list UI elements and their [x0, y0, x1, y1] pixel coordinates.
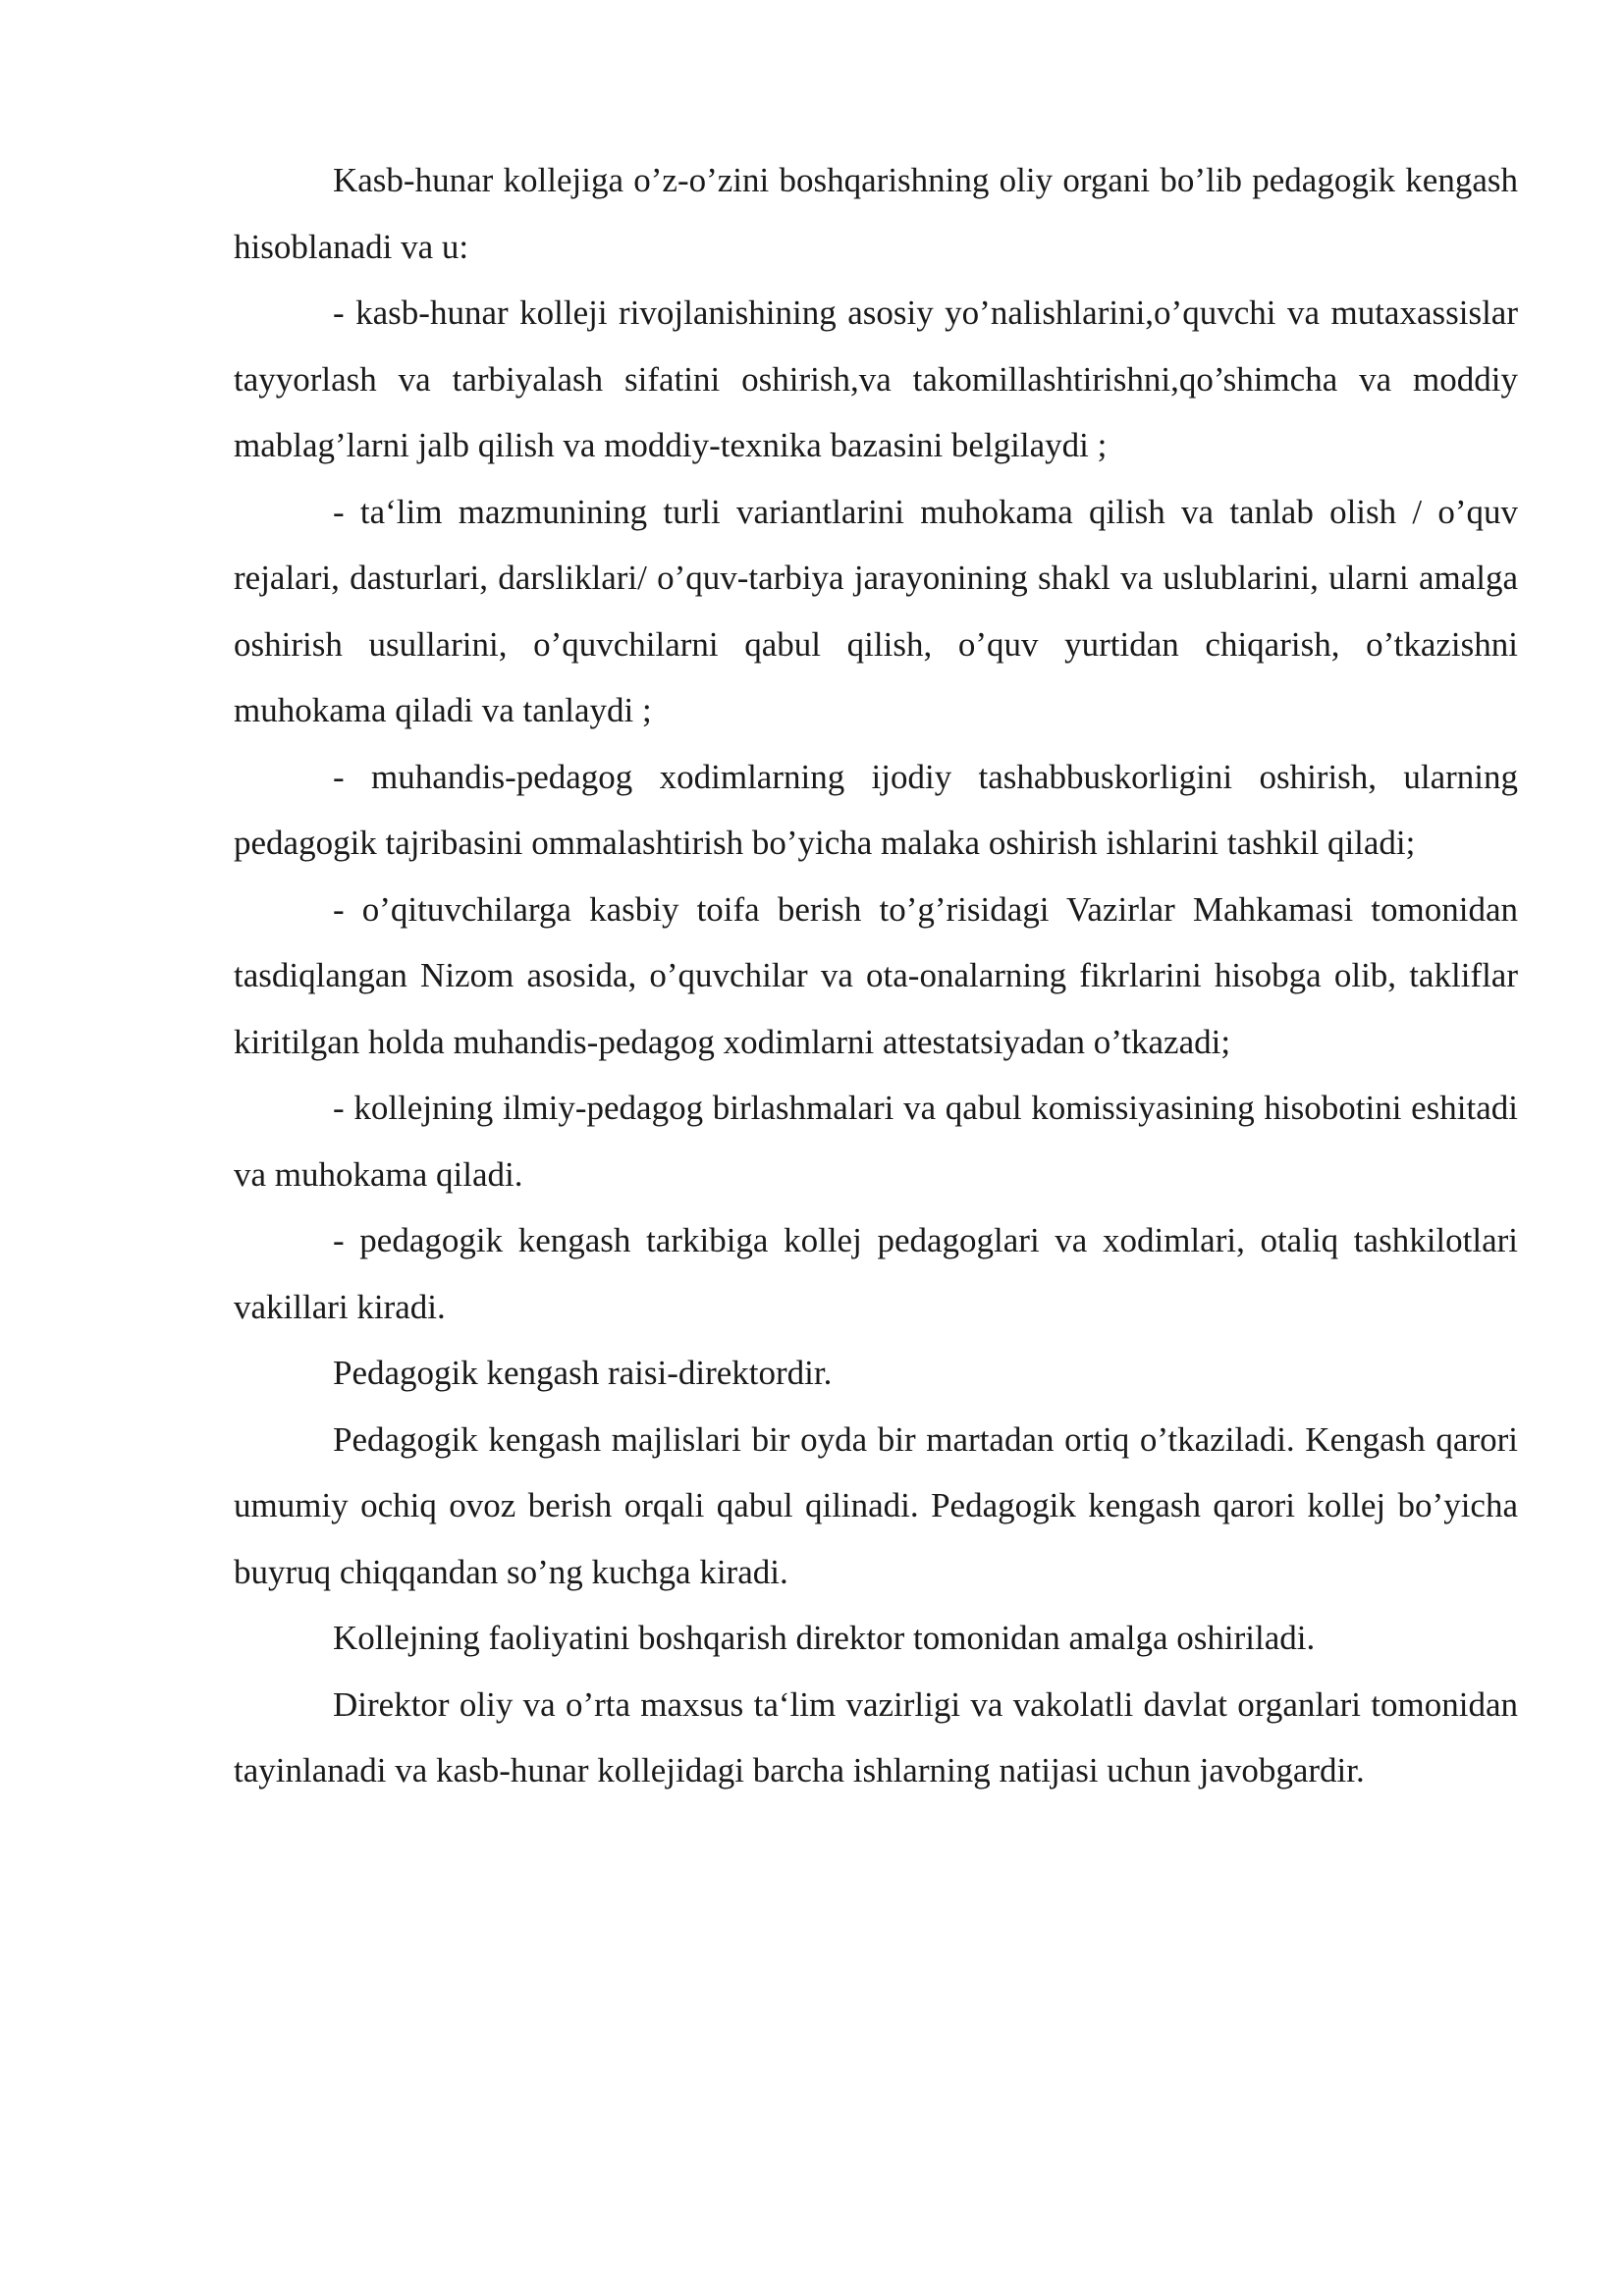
paragraph-meetings: Pedagogik kengash majlislari bir oyda bir martadan ortiq o’tkaziladi. Kengash qarori umumiy ochiq ovoz berish orqali qabul qilinadi. Pedagogik kengash qarori kollej bo’yicha buyruq chiqqandan so’ng kuchga kiradi.	[234, 1419, 1518, 1591]
document-page	[234, 147, 1518, 1804]
paragraph-management: Kollejning faoliyatini boshqarish direktor tomonidan amalga oshiriladi.	[333, 1619, 1316, 1657]
paragraph-intro: Kasb-hunar kollejiga o’z-o’zini boshqarishning oliy organi bo’lib pedagogik kengash hisoblanadi va u:	[234, 161, 1518, 266]
paragraph-attestation: - o’qituvchilarga kasbiy toifa berish to’g’risidagi Vazirlar Mahkamasi tomonidan tasdiqlangan Nizom asosida, o’quvchilar va ota-onalarning fikrlarini hisobga olib, takliflar kiritilgan holda muhandis-pedagog xodimlarni attestatsiyadan o’tkazadi;	[234, 889, 1518, 1061]
paragraph-chairman: Pedagogik kengash raisi-direktordir.	[333, 1354, 833, 1392]
paragraph-reports: - kollejning ilmiy-pedagog birlashmalari va qabul komissiyasining hisobotini eshitadi va muhokama qiladi.	[234, 1089, 1518, 1194]
paragraph-curriculum-variants: - ta‘lim mazmunining turli variantlarini muhokama qilish va tanlab olish / o’quv rejalari, dasturlari, darsliklari/ o’quv-tarbiya jarayonining shakl va uslublarini, ularni amalga oshirish usullarini, o’quvchilarni qabul qilish, o’quv yurtidan chiqarish, o’tkazishni muhokama qiladi va tanlaydi ;	[234, 492, 1518, 729]
paragraph-development-directions: - kasb-hunar kolleji rivojlanishining asosiy yo’nalishlarini,o’quvchi va mutaxassislar tayyorlash va tarbiyalash sifatini oshirish,va takomillashtirishni,qo’shimcha va moddiy mablag’larni jalb qilish va moddiy-texnika bazasini belgilaydi ;	[234, 294, 1518, 464]
paragraph-council-composition: - pedagogik kengash tarkibiga kollej pedagoglari va xodimlari, otaliq tashkilotlari vakillari kiradi.	[234, 1221, 1518, 1326]
paragraph-staff-initiative: - muhandis-pedagog xodimlarning ijodiy tashabbuskorligini oshirish, ularning pedagogik tajribasini ommalashtirish bo’yicha malaka oshirish ishlarini tashkil qiladi;	[234, 757, 1518, 862]
paragraph-director: Direktor oliy va o’rta maxsus ta‘lim vazirligi va vakolatli davlat organlari tomonidan tayinlanadi va kasb-hunar kollejidagi barcha ishlarning natijasi uchun javobgardir.	[234, 1684, 1518, 1789]
